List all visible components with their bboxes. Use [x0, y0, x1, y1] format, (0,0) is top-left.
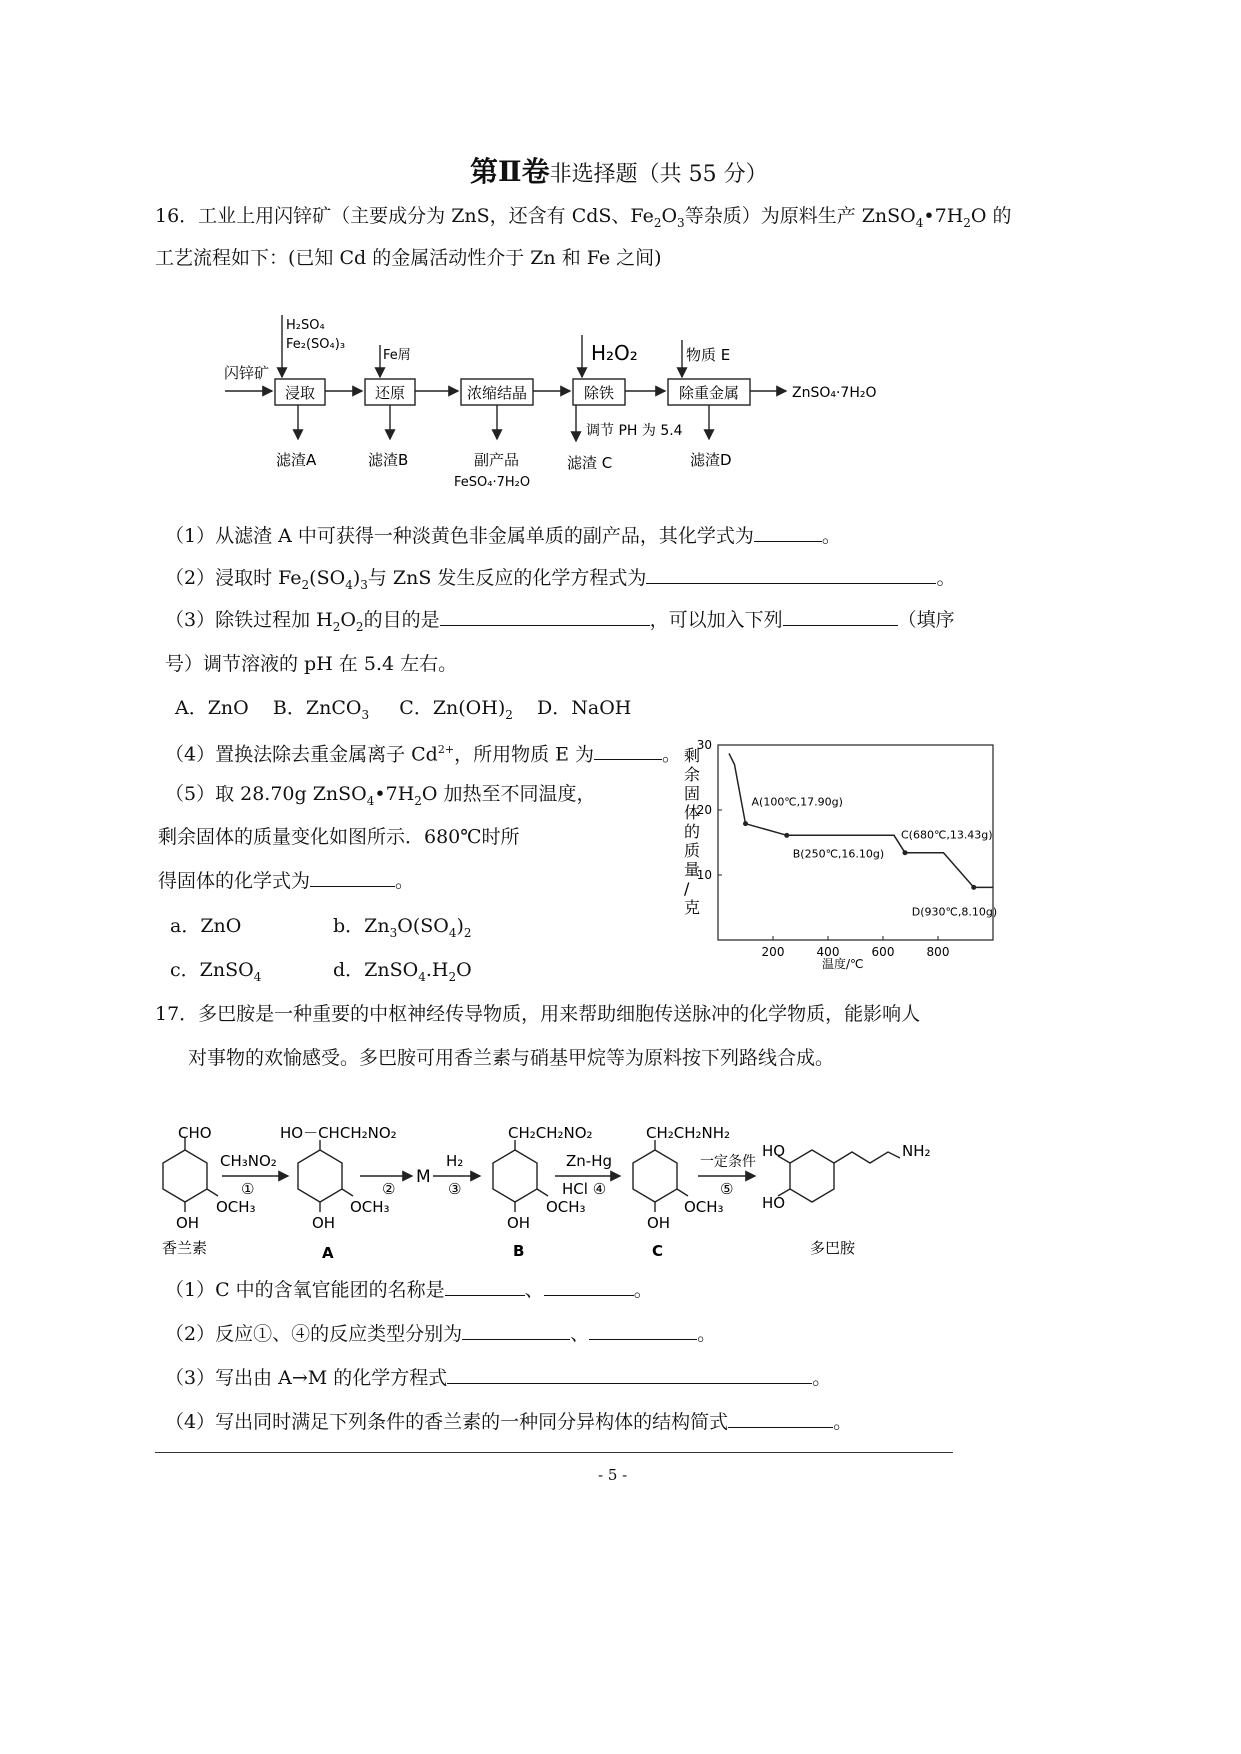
svg-text:C: C [652, 1242, 664, 1260]
svg-text:滤渣A: 滤渣A [276, 451, 317, 469]
data-point-label: A(100℃,17.90g) [751, 795, 843, 809]
q17-part2: （2）反应①、④的反应类型分别为 、 。 [165, 1323, 717, 1345]
svg-text:M: M [416, 1167, 431, 1187]
svg-text:Zn-Hg: Zn-Hg [566, 1152, 612, 1170]
svg-text:一定条件: 一定条件 [700, 1154, 756, 1170]
svg-text:香兰素: 香兰素 [162, 1239, 208, 1257]
svg-text:③: ③ [448, 1180, 462, 1198]
mass-temperature-chart [672, 735, 1002, 975]
q16-choice-d: d．$ZnSO_4.H_2O$ [333, 959, 472, 984]
svg-text:物质 E: 物质 E [686, 346, 731, 364]
y-tick-label: 30 [696, 738, 712, 752]
dopamine-structure [762, 1142, 931, 1257]
svg-text:A: A [322, 1244, 334, 1262]
svg-text:浓缩结晶: 浓缩结晶 [466, 384, 528, 402]
svg-text:Fe屑: Fe屑 [383, 348, 411, 363]
svg-text:滤渣 C: 滤渣 C [567, 454, 613, 472]
svg-text:H₂SO₄: H₂SO₄ [286, 318, 325, 333]
chart-xlabel: 温度/℃ [822, 957, 864, 971]
compound-a-structure [280, 1124, 397, 1262]
q16-part3: （3）除铁过程加 $H_2O_2$的目的是 ，可以加入下列 （填序 [165, 609, 955, 634]
flow-product: ZnSO₄·7H₂O [792, 385, 877, 401]
q16-intro-line1: 16．工业上用闪锌矿（主要成分为 ZnS，还含有 CdS、$Fe_2O_3$等杂质）为原料生产 $ZnSO_4•7H_2O$ 的 [155, 205, 1012, 230]
svg-text:调节 PH 为 5.4: 调节 PH 为 5.4 [586, 423, 683, 439]
data-point [903, 850, 908, 855]
q16-choice-c: c．ZnSO$_4$ [170, 959, 262, 984]
q17-part3: （3）写出由 A→M 的化学方程式 。 [165, 1367, 832, 1389]
svg-text:还原: 还原 [374, 384, 406, 402]
q16-part3-line2: 号）调节溶液的 pH 在 5.4 左右。 [165, 653, 458, 675]
svg-text:多巴胺: 多巴胺 [810, 1239, 856, 1257]
y-tick-label: 20 [696, 803, 712, 817]
q16-choice-b: b．$Zn_3O(SO_4)_2$ [333, 915, 472, 940]
q16-intro-line2: 工艺流程如下：(已知 Cd 的金属活动性介于 Zn 和 Fe 之间) [155, 247, 662, 269]
svg-text:⑤: ⑤ [720, 1180, 734, 1198]
footer-rule [155, 1452, 953, 1453]
svg-text:①: ① [241, 1180, 255, 1198]
svg-text:浸取: 浸取 [284, 384, 316, 402]
svg-text:B: B [513, 1242, 525, 1260]
svg-text:除重金属: 除重金属 [678, 384, 740, 402]
svg-text:OCH₃: OCH₃ [350, 1198, 390, 1216]
x-tick-label: 800 [926, 945, 950, 959]
q17-intro-line1: 17．多巴胺是一种重要的中枢神经传导物质，用来帮助细胞传送脉冲的化学物质，能影响人 [155, 1003, 921, 1025]
q16-part5-line3: 得固体的化学式为 。 [158, 870, 415, 892]
y-tick-label: 10 [696, 868, 712, 882]
chart-ylabel: 剩余固体的质量/克 [684, 746, 701, 917]
svg-text:OCH₃: OCH₃ [216, 1198, 256, 1216]
svg-text:OH: OH [647, 1214, 671, 1232]
process-flow-diagram [220, 305, 920, 495]
svg-text:CH₂CH₂NH₂: CH₂CH₂NH₂ [646, 1124, 731, 1142]
q17-intro-line2: 对事物的欢愉感受。多巴胺可用香兰素与硝基甲烷等为原料按下列路线合成。 [188, 1047, 835, 1069]
data-point [784, 833, 789, 838]
q16-choice-a: a．ZnO [170, 915, 242, 937]
data-point [971, 885, 976, 890]
svg-text:H₂: H₂ [446, 1152, 464, 1170]
q16-part3-options: A．ZnO B．ZnCO$_3$ C．$Zn(OH)_2$ D．NaOH [175, 697, 632, 722]
svg-text:OCH₃: OCH₃ [684, 1198, 724, 1216]
svg-text:CH₂CH₂NO₂: CH₂CH₂NO₂ [508, 1124, 593, 1142]
svg-text:CH₃NO₂: CH₃NO₂ [220, 1152, 277, 1170]
svg-text:FeSO₄·7H₂O: FeSO₄·7H₂O [454, 475, 531, 490]
svg-text:CHO: CHO [178, 1124, 212, 1142]
x-tick-label: 200 [761, 945, 785, 959]
svg-text:H₂O₂: H₂O₂ [591, 341, 638, 365]
data-point-label: D(930℃,8.10g) [911, 905, 998, 919]
data-point [743, 821, 748, 826]
q16-part2: （2）浸取时 $Fe_2(SO_4)_3$与 ZnS 发生反应的化学方程式为 。 [165, 567, 956, 592]
svg-text:HO: HO [762, 1142, 786, 1160]
data-point-label: B(250℃,16.10g) [792, 847, 885, 861]
svg-text:滤渣D: 滤渣D [690, 451, 732, 469]
svg-text:②: ② [382, 1180, 396, 1198]
synthesis-route-diagram [150, 1110, 970, 1270]
svg-text:OH: OH [507, 1214, 531, 1232]
q17-part4: （4）写出同时满足下列条件的香兰素的一种同分异构体的结构简式 。 [165, 1411, 853, 1433]
q17-part1: （1）C 中的含氧官能团的名称是 、 。 [165, 1279, 653, 1301]
q16-part5-line1: （5）取 28.70g $ZnSO_4•7H_2O$ 加热至不同温度， [165, 783, 596, 808]
svg-text:滤渣B: 滤渣B [368, 451, 409, 469]
svg-text:副产品: 副产品 [474, 451, 520, 469]
svg-text:OH: OH [176, 1214, 200, 1232]
svg-text:OH: OH [312, 1214, 336, 1232]
page-title: 第Ⅱ卷非选择题（共 55 分） [470, 155, 768, 188]
svg-text:Fe₂(SO₄)₃: Fe₂(SO₄)₃ [286, 337, 346, 352]
compound-c-structure [633, 1124, 730, 1260]
svg-text:OCH₃: OCH₃ [546, 1198, 586, 1216]
q16-part4: （4）置换法除去重金属离子 $Cd^{2+}$，所用物质 E 为 。 [165, 743, 682, 766]
page-number: - 5 - [598, 1466, 628, 1484]
svg-text:除铁: 除铁 [583, 384, 615, 402]
svg-text:HO－CHCH₂NO₂: HO－CHCH₂NO₂ [280, 1124, 397, 1142]
flow-raw-label: 闪锌矿 [224, 364, 270, 382]
x-tick-label: 400 [816, 945, 840, 959]
svg-text:HCl ④: HCl ④ [562, 1180, 607, 1198]
q16-part1: （1）从滤渣 A 中可获得一种淡黄色非金属单质的副产品，其化学式为 。 [165, 525, 841, 547]
svg-text:HO: HO [762, 1194, 786, 1212]
chart-series-line [729, 753, 993, 887]
svg-text:NH₂: NH₂ [902, 1142, 931, 1160]
x-tick-label: 600 [871, 945, 895, 959]
q16-part5-line2: 剩余固体的质量变化如图所示．680℃时所 [158, 826, 520, 848]
data-point-label: C(680℃,13.43g) [901, 828, 993, 842]
